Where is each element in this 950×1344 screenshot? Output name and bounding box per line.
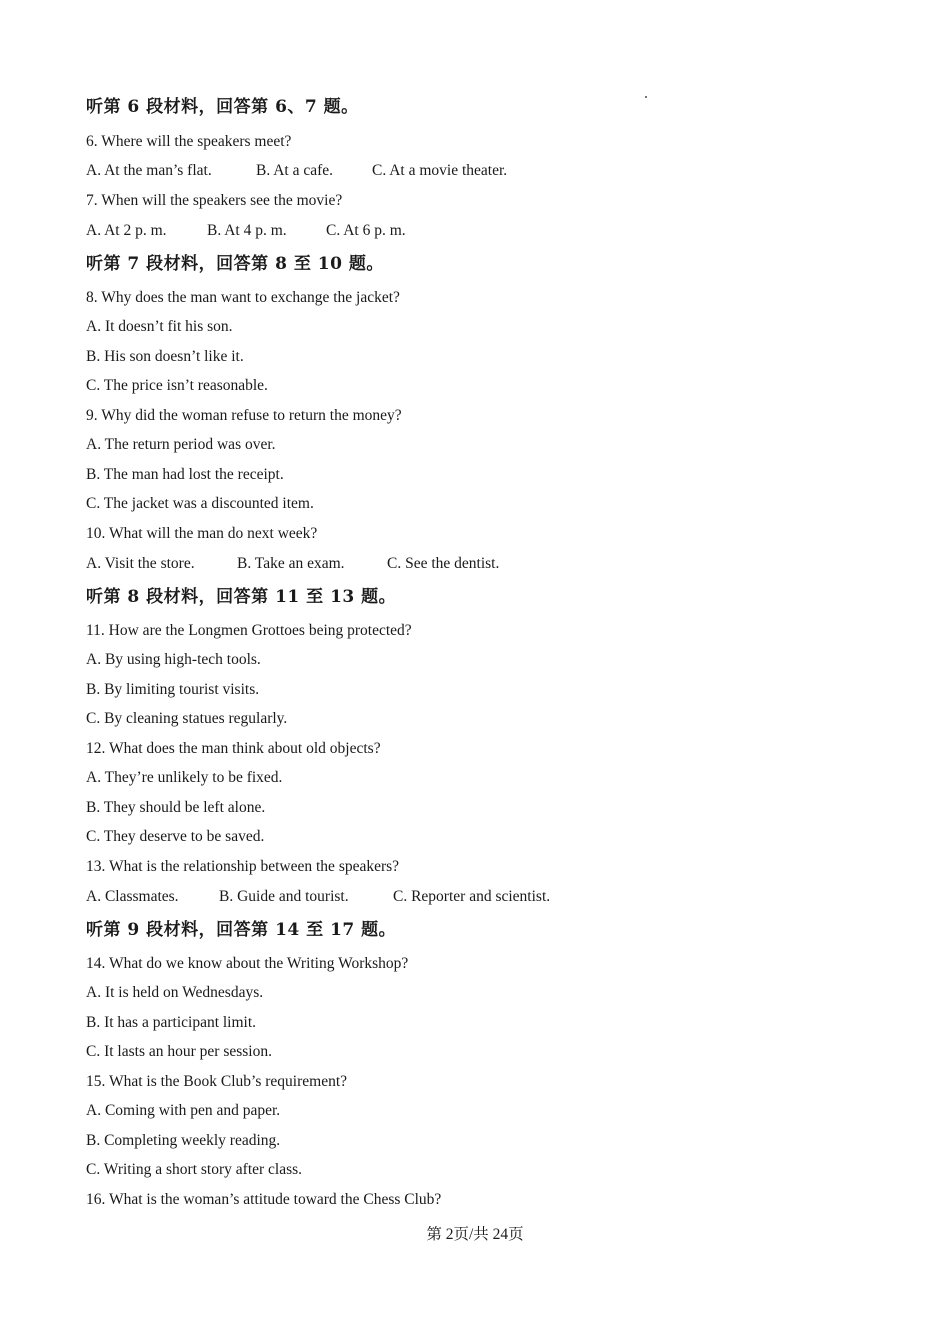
option-c: C. It lasts an hour per session.	[86, 1043, 272, 1060]
option-b: B. Take an exam.	[237, 555, 345, 572]
speck-mark	[645, 96, 647, 98]
option-row	[86, 887, 550, 907]
section-heading: 听第 9 段材料，回答第 14 至 17 题。	[86, 920, 397, 940]
question-stem: 7. When will the speakers see the movie?	[86, 192, 343, 209]
option-a: A. At the man’s flat.	[86, 162, 212, 179]
option-b: B. At 4 p. m.	[207, 222, 287, 239]
option-row	[86, 221, 406, 241]
option-c: C. By cleaning statues regularly.	[86, 710, 288, 727]
option-c: C. Reporter and scientist.	[393, 888, 551, 905]
option-a: A. Coming with pen and paper.	[86, 1102, 281, 1119]
option-a: A. The return period was over.	[86, 436, 276, 453]
option-a: A. Visit the store.	[86, 555, 195, 572]
option-c: C. See the dentist.	[387, 555, 500, 572]
option-c: C. Writing a short story after class.	[86, 1161, 303, 1178]
option-row	[86, 161, 507, 181]
option-a: A. Classmates.	[86, 888, 179, 905]
question-stem: 16. What is the woman’s attitude toward the Chess Club?	[86, 1191, 442, 1208]
question-stem: 11. How are the Longmen Grottoes being protected?	[86, 622, 412, 639]
question-stem: 14. What do we know about the Writing Workshop?	[86, 955, 409, 972]
option-b: B. They should be left alone.	[86, 799, 266, 816]
question-stem: 6. Where will the speakers meet?	[86, 133, 292, 150]
question-stem: 8. Why does the man want to exchange the jacket?	[86, 289, 400, 306]
question-stem: 15. What is the Book Club’s requirement?	[86, 1073, 348, 1090]
option-b: B. Completing weekly reading.	[86, 1132, 281, 1149]
section-heading: 听第 7 段材料，回答第 8 至 10 题。	[86, 254, 384, 274]
option-b: B. By limiting tourist visits.	[86, 681, 260, 698]
question-stem: 10. What will the man do next week?	[86, 525, 318, 542]
question-stem: 9. Why did the woman refuse to return the money?	[86, 407, 402, 424]
option-a: A. By using high-tech tools.	[86, 651, 261, 668]
question-stem: 13. What is the relationship between the speakers?	[86, 858, 400, 875]
option-c: C. The price isn’t reasonable.	[86, 377, 268, 394]
section-heading: 听第 6 段材料，回答第 6、7 题。	[86, 97, 359, 117]
option-c: C. The jacket was a discounted item.	[86, 495, 314, 512]
option-b: B. At a cafe.	[256, 162, 334, 179]
option-a: A. At 2 p. m.	[86, 222, 167, 239]
option-a: A. It is held on Wednesdays.	[86, 984, 264, 1001]
option-b: B. His son doesn’t like it.	[86, 348, 244, 365]
option-b: B. Guide and tourist.	[219, 888, 349, 905]
option-a: A. They’re unlikely to be fixed.	[86, 769, 283, 786]
section-heading: 听第 8 段材料，回答第 11 至 13 题。	[86, 587, 397, 607]
option-row	[86, 554, 499, 574]
option-c: C. At a movie theater.	[372, 162, 508, 179]
option-b: B. It has a participant limit.	[86, 1014, 257, 1031]
option-a: A. It doesn’t fit his son.	[86, 318, 233, 335]
option-c: C. They deserve to be saved.	[86, 828, 265, 845]
option-c: C. At 6 p. m.	[326, 222, 406, 239]
page-footer: 第 2页/共 24页	[426, 1226, 524, 1243]
question-stem: 12. What does the man think about old objects?	[86, 740, 381, 757]
option-b: B. The man had lost the receipt.	[86, 466, 284, 483]
